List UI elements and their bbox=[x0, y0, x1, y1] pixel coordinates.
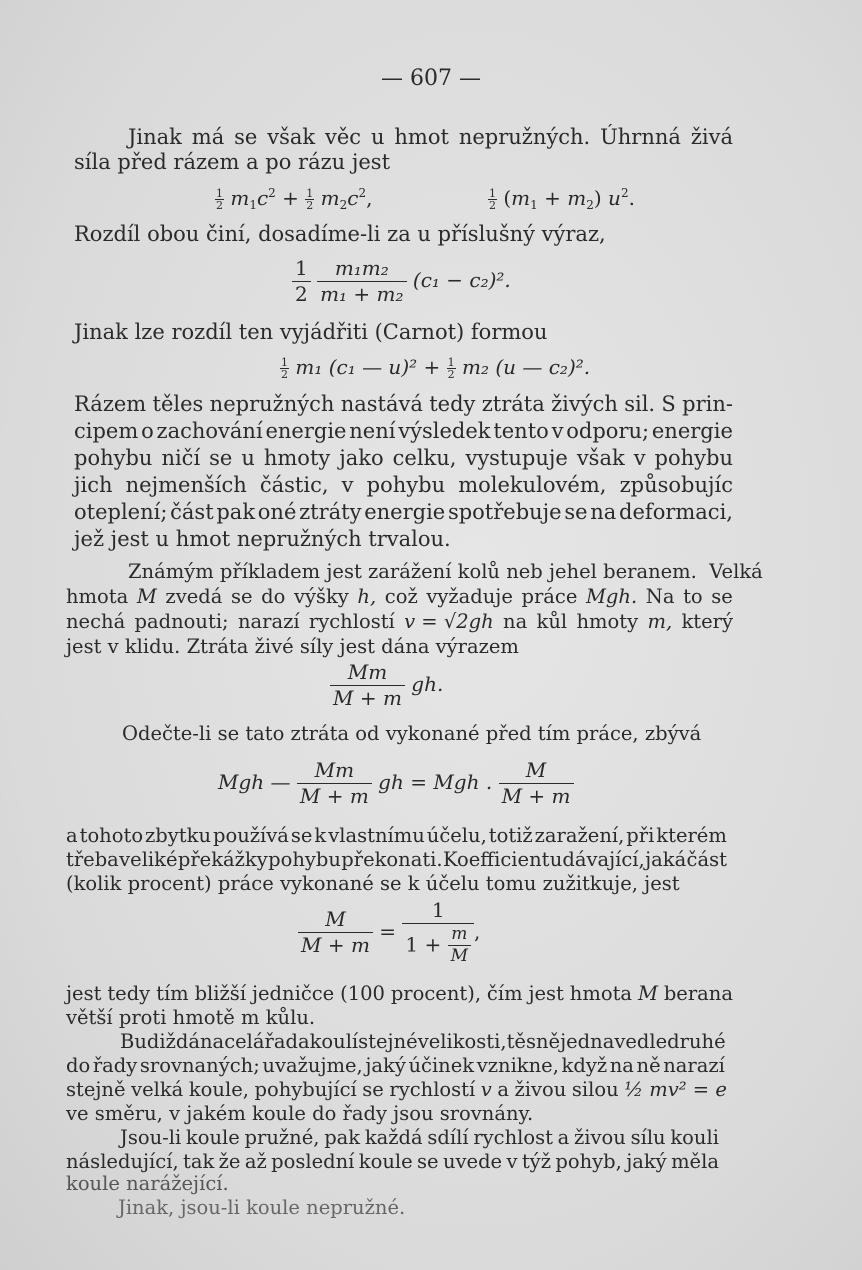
formula-kinetic-after: $\frac{1}{2}$ $(m_1 + m_2)$ $u^2$. bbox=[489, 186, 635, 212]
text-line: Jsou-li koule pružné, pak každá sdílí rychlost a živou sílu kouli bbox=[120, 1126, 719, 1149]
text-line: jest v klidu. Ztráta živé síly jest dána výrazem bbox=[66, 635, 519, 658]
text-line: jich nejmenších částic, v pohybu molekulovém, způsobujíc bbox=[74, 473, 733, 497]
formula-remaining-work: Mgh — $\frac{Mm}{M + m}$ gh = Mgh . $\frac{M}{M + m}$ bbox=[218, 758, 574, 809]
text-line: (kolik procent) práce vykonané se k účelu tomu zužitkuje, jest bbox=[66, 872, 680, 895]
text-line: nechá padnouti; narazí rychlostí v = √2gh na kůl hmoty m, který bbox=[66, 610, 733, 633]
text-line: Jinak má se však věc u hmot nepružných. Úhrnná živá bbox=[128, 125, 733, 149]
formula-kinetic-before: $\frac{1}{2}$ $m_1c^2$ + $\frac{1}{2}$ $m_2c^2$, bbox=[216, 186, 373, 212]
text-line: oteplení; část pak oné ztráty energie spotřebuje se na deformaci, bbox=[74, 500, 733, 524]
text-line: ve směru, v jakém koule do řady jsou srovnány. bbox=[66, 1102, 534, 1125]
text-line: třeba veliké překážky pohybu překonati. Koefficient udávající, jaká část bbox=[66, 848, 727, 871]
text-line: stejně velká koule, pohybující se rychlostí v a živou silou ½ mv² = e bbox=[66, 1078, 727, 1101]
text-line: koule narážející. bbox=[66, 1172, 229, 1195]
formula-carnot: $\frac{1}{2}$ m₁ (c₁ — u)² + $\frac{1}{2}$ m₂ (u — c₂)². bbox=[281, 355, 591, 381]
text-line: Odečte-li se tato ztráta od vykonané před tím práce, zbývá bbox=[122, 722, 702, 745]
text-line: jež jest u hmot nepružných trvalou. bbox=[74, 527, 451, 551]
text-line: Jinak lze rozdíl ten vyjádřiti (Carnot) formou bbox=[74, 320, 548, 344]
page-number: — 607 — bbox=[381, 66, 481, 91]
text-line: jest tedy tím bližší jedničce (100 procent), čím jest hmota M berana bbox=[66, 982, 733, 1005]
text-line: větší proti hmotě m kůlu. bbox=[66, 1006, 316, 1029]
text-line: Jinak, jsou-li koule nepružné. bbox=[118, 1196, 406, 1219]
text-line: Známým příkladem jest zarážení kolů neb jehel beranem. Velká bbox=[128, 560, 763, 583]
text-line: následující, tak že až poslední koule se uvede v týž pohyb, jaký měla bbox=[66, 1150, 719, 1173]
text-line: do řady srovnaných; uvažujme, jaký účinek vznikne, když na ně narazí bbox=[66, 1054, 725, 1077]
text-line: Rozdíl obou činí, dosadíme-li za u příslušný výraz, bbox=[74, 222, 606, 246]
text-line: a tohoto zbytku používá se k vlastnímu účelu, totiž zaražení, při kterém bbox=[66, 824, 727, 847]
text-line: hmota M zvedá se do výšky h, což vyžaduje práce Mgh. Na to se bbox=[66, 585, 733, 608]
formula-efficiency: $\frac{M}{M + m}$ = 1 1 + $\frac{m}{M}$ , bbox=[298, 898, 480, 968]
text-line: Rázem těles nepružných nastává tedy ztráta živých sil. S prin- bbox=[74, 392, 733, 416]
formula-loss: $\frac{Mm}{M + m}$ gh. bbox=[330, 660, 443, 711]
text-line: Budiž dána celá řada koulí stejné velikosti, těsně jedna vedle druhé bbox=[120, 1030, 726, 1053]
text-line: pohybu ničí se u hmoty jako celku, vystupuje však v pohybu bbox=[74, 446, 733, 470]
text-line: cipem o zachování energie není výsledek tento v odporu; energie bbox=[74, 419, 733, 443]
text-line: síla před rázem a po rázu jest bbox=[74, 150, 391, 174]
formula-difference: $\frac{1}{2}$ $\frac{\text{m₁m₂}}{\text{m₁ + m₂}}$ (c₁ − c₂)². bbox=[292, 256, 511, 307]
